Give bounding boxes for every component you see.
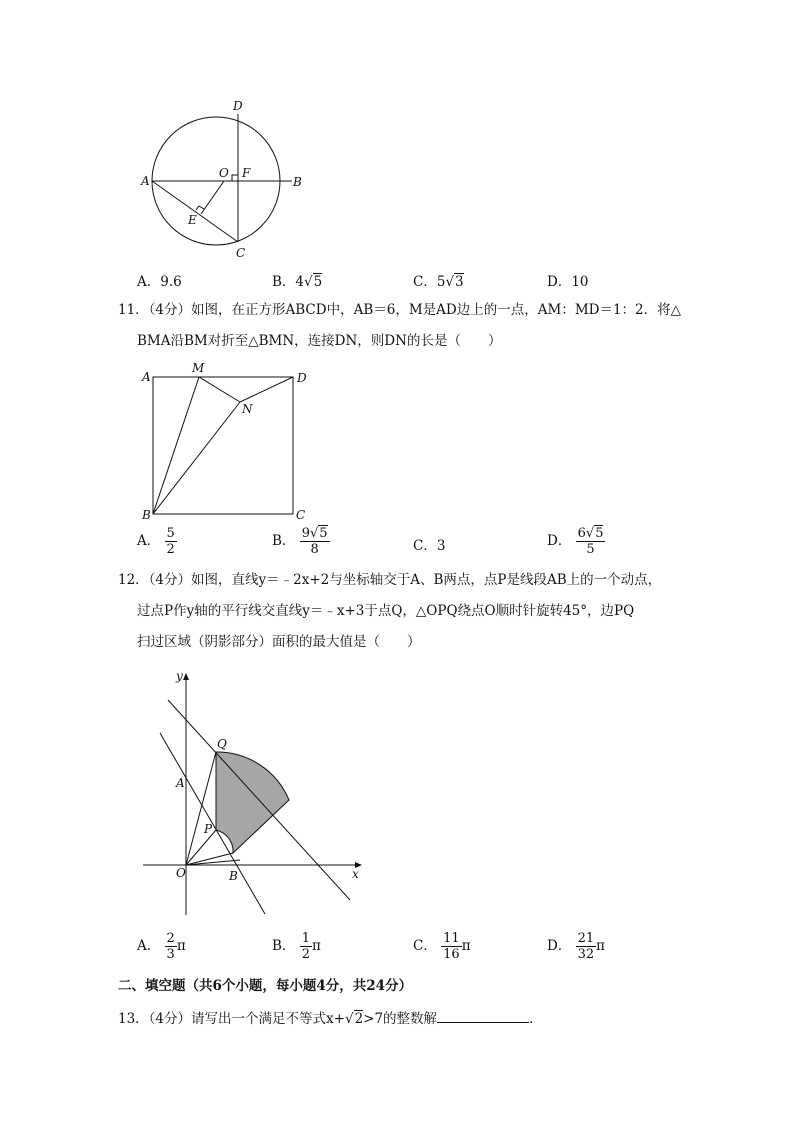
label-b: B (142, 508, 151, 522)
label-p: P (204, 822, 213, 836)
q12-option-a: A． $\frac{2}{3}$ π (137, 931, 186, 962)
right-angle-f (232, 175, 238, 181)
label-m: M (192, 361, 205, 375)
label-a: A (141, 174, 150, 188)
q12-text-line1: 12．（4分）如图，直线y＝﹣2x+2与坐标轴交于A、B两点，点P是线段AB上的一个动点， (118, 572, 662, 588)
segment-oe (201, 181, 224, 214)
label-c: C (236, 246, 246, 260)
q12-text-line3: 扫过区域（阴影部分）面积的最大值是（ ） (137, 634, 421, 650)
q10-option-a: A．9.6 (137, 274, 182, 290)
chord-ac (152, 181, 238, 242)
q10-option-c: C．5√3 (413, 274, 464, 290)
q12-option-d: D． $\frac{21}{32}$ π (547, 931, 606, 962)
right-angle-e (196, 206, 204, 210)
q12-text-line2: 过点P作y轴的平行线交直线y＝﹣x+3于点Q，△OPQ绕点O顺时针旋转45°，边PQ (137, 603, 635, 619)
q12-option-b: B． $\frac{1}{2}$ π (272, 931, 321, 962)
q11-option-a: A． $\frac{5}{2}$ (137, 526, 175, 557)
q12-option-c: C． $\frac{11}{16}$ π (413, 931, 471, 962)
figure-q10-circle (130, 95, 320, 265)
segment-bm (153, 377, 199, 514)
label-c: C (296, 508, 306, 522)
segment-bn (153, 402, 240, 514)
q11-option-d: D． $\frac{6√5}{5}$ (547, 526, 604, 557)
segment-nd (240, 377, 293, 402)
q10-option-b: B．4√5 (272, 274, 323, 290)
answer-blank[interactable] (437, 1010, 529, 1023)
label-d: D (297, 371, 307, 385)
label-y: y (176, 669, 183, 683)
shaded-region (216, 752, 289, 853)
label-b: B (293, 175, 302, 189)
figure-q12-coordinate (135, 665, 375, 920)
square-abcd (153, 377, 293, 514)
label-n: N (242, 402, 253, 416)
q10-option-d: D．10 (547, 274, 589, 290)
q11-text-line2: BMA沿BM对折至△BMN，连接DN，则DN的长是（ ） (137, 333, 502, 349)
label-e: E (188, 213, 197, 227)
y-axis-arrow (183, 673, 189, 680)
label-o: O (176, 866, 186, 880)
label-a: A (176, 776, 185, 790)
line-y-eq-neg-x-plus-3 (168, 700, 350, 900)
q11-text-line1: 11．（4分）如图，在正方形ABCD中，AB＝6，M是AD边上的一点，AM：MD＝1：2．将△ (118, 302, 682, 318)
label-b: B (229, 869, 238, 883)
label-d: D (233, 99, 243, 113)
q13-text: 13．（4分）请写出一个满足不等式x+√2>7的整数解 ． (118, 1011, 543, 1027)
label-a: A (142, 370, 151, 384)
segment-mn (199, 377, 240, 402)
label-q: Q (217, 737, 227, 751)
label-x: x (352, 867, 359, 881)
label-f: F (242, 166, 251, 180)
figure-q11-square (135, 355, 315, 525)
section-title: 二、填空题（共6个小题，每小题4分，共24分） (118, 978, 413, 994)
label-o: O (219, 166, 229, 180)
q11-option-c: C．3 (413, 538, 446, 554)
q11-option-b: B． $\frac{9√5}{8}$ (272, 526, 328, 557)
